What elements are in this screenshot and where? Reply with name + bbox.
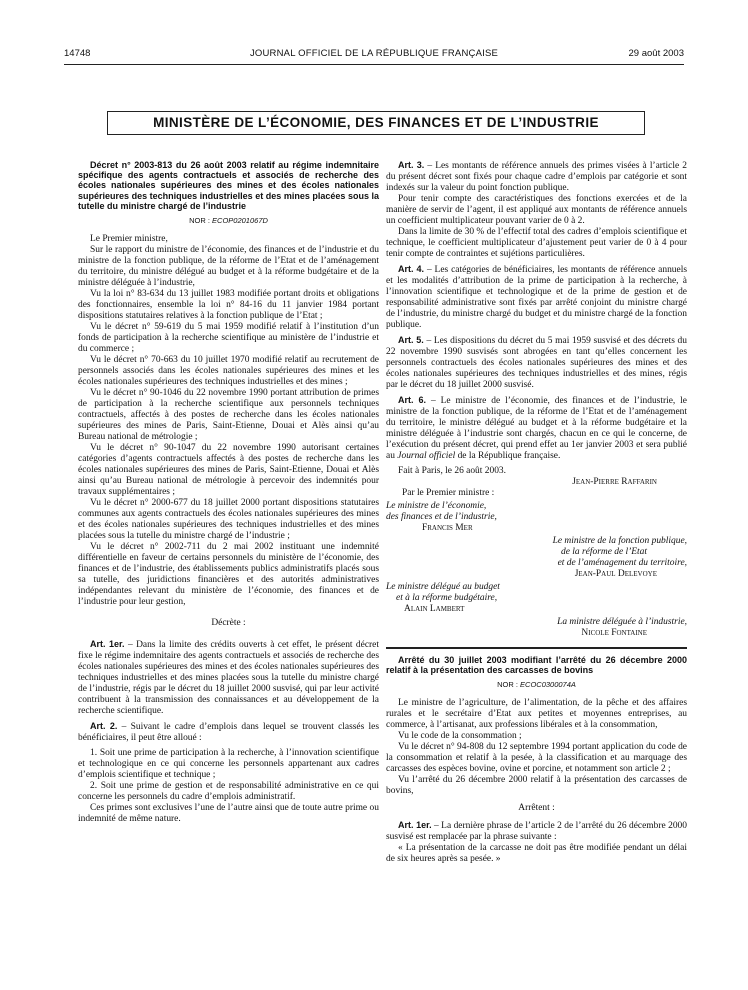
decree-art-6: Art. 6. – Le ministre de l’économie, des finances et de l’industrie, le ministre de la fonction publique, de la réforme de l’Etat et de l’aménagement du territoire, le ministre délégué au budget et à la réforme budgétaire et la ministre déléguée à l’industrie sont chargés, chacun en ce qui le concerne, de l’exécution du présent décret, qui prend effet au 1er janvier 2003 et sera publié au Journal officiel de la République française. <box>386 395 687 461</box>
visa-8: Vu le décret n° 2000-677 du 18 juillet 2000 portant dispositions statutaires communes aux agents contractuels des écoles nationales supérieures des mines et des écoles nationales supérieures des techniques industrielles et des mines placées sous la tutelle du ministre chargé de l’industrie ; <box>78 498 379 542</box>
minister-4-title: La ministre déléguée à l’industrie, <box>557 617 687 627</box>
decree-title: Décret n° 2003-813 du 26 août 2003 relatif au régime indemnitaire spécifique des agents contractuels et associés de recherche des écoles nationales supérieures des mines et des écoles nationales supérieures des techniques industrielles et des mines placées sous la tutelle du ministre chargé de l’industrie <box>78 160 379 211</box>
decree-nor: NOR : ECOP0201067D <box>189 216 268 226</box>
left-column <box>78 160 379 825</box>
decree-art-3-para-3: Dans la limite de 30 % de l’effectif total des cadres d’emplois scientifique et technique, le coefficient multiplicateur d’ajustement peut varier de 0 à 4 pour tenir compte de contraintes et sujétions particulières. <box>386 227 687 259</box>
decrete: Décrète : <box>211 618 246 629</box>
ministry-heading: MINISTÈRE DE L’ÉCONOMIE, DES FINANCES ET DE L’INDUSTRIE <box>107 111 645 135</box>
minister-4-name: Nicole Fontaine <box>581 628 647 638</box>
minister-3-title-1: Le ministre délégué au budget <box>386 582 500 592</box>
arretent: Arrêtent : <box>518 803 555 814</box>
decree-art-2: Art. 2. – Suivant le cadre d’emplois dans lequel se trouvent classés les bénéficiaires, il peut être alloué : <box>78 721 380 744</box>
arrete-quote: « La présentation de la carcasse ne doit pas être modifiée pendant un délai de six heures après sa pesée. » <box>386 843 687 865</box>
right-column <box>386 160 687 865</box>
section-separator <box>386 647 687 649</box>
pm-signature: Jean-Pierre Raffarin <box>572 477 657 487</box>
visa-4: Vu le décret n° 59-619 du 5 mai 1959 modifié relatif à l’institution d’un fonds de participation à la recherche scientifique au ministère de l’industrie et du commerce ; <box>78 322 379 355</box>
visa-9: Vu le décret n° 2002-711 du 2 mai 2002 instituant une indemnité différentielle en faveur de certains personnels du ministère de l’économie, des finances et de l’industrie, des établissements publics administratifs placés sous sa tutelle, des juridictions financières et des autorités administratives indépendantes relevant du ministère de l’économie, des finances et de l’industrie pour leur gestion, <box>78 542 379 608</box>
visa-2: Sur le rapport du ministre de l’économie, des finances et de l’industrie et du ministre de la fonction publique, de la réforme de l’Etat et de l’aménagement du territoire, du ministre délégué au budget et à la réforme budgétaire et de la ministre déléguée à l’industrie, <box>78 245 379 289</box>
page-number: 14748 <box>64 48 91 59</box>
arrete-para-4: Vu l’arrêté du 26 décembre 2000 relatif à la présentation des carcasses de bovins, <box>386 775 687 797</box>
issue-date: 29 août 2003 <box>628 48 684 59</box>
minister-2-title-1: Le ministre de la fonction publique, <box>552 536 687 546</box>
par-premier-ministre: Par le Premier ministre : <box>402 488 495 498</box>
page-header <box>64 48 684 62</box>
arrete-para-2: Vu le code de la consommation ; <box>398 731 522 742</box>
arrete-title: Arrêté du 30 juillet 2003 modifiant l’arrêté du 26 décembre 2000 relatif à la présentation des carcasses de bovins <box>386 655 687 676</box>
visa-7: Vu le décret n° 90-1047 du 22 novembre 1990 autorisant certaines catégories d’agents contractuels affectés à des postes de recherche dans les écoles nationales supérieures des mines de Paris, Saint-Etienne, Douai et Alès ainsi qu’au Bureau national de métrologie à percevoir des indemnités pour travaux supplémentaires ; <box>78 443 379 498</box>
visa-5: Vu le décret n° 70-663 du 10 juillet 1970 modifié relatif au recrutement de personnels associés dans les écoles nationales supérieures des mines et les écoles nationales supérieures des techniques industrielles et des mines ; <box>78 355 379 388</box>
arrete-art-1: Art. 1er. – La dernière phrase de l’article 2 de l’arrêté du 26 décembre 2000 susvisé est remplacée par la phrase suivante : <box>386 820 687 843</box>
minister-2-title-3: et de l’aménagement du territoire, <box>557 558 687 568</box>
decree-art-3-para-2: Pour tenir compte des caractéristiques des fonctions exercées et de la manière de servir de l’agent, il est appliqué aux montants de référence annuels un coefficient multiplicateur pouvant varier de 0 à 2. <box>386 194 687 226</box>
decree-art-1: Art. 1er. – Dans la limite des crédits ouverts à cet effet, le présent décret fixe le régime indemnitaire des agents contractuels et associés de recherche des écoles nationales supérieures des mines et des écoles nationales supérieures des techniques industrielles et des mines placées sous la tutelle du ministre chargé de l’industrie, régis par le décret du 18 juillet 2000 susvisé, qui par leur activité contribuent à la transmission des connaissances et au développement de la recherche scientifique. <box>78 639 379 717</box>
minister-1-title-1: Le ministre de l’économie, <box>386 501 487 511</box>
arrete-nor: NOR : ECOC0300074A <box>497 680 576 690</box>
header-rule <box>64 64 684 65</box>
minister-2-title-2: de la réforme de l’Etat <box>561 547 647 557</box>
arrete-para-3: Vu le décret n° 94-808 du 12 septembre 1994 portant application du code de la consommation et relatif à la pesée, à la classification et au marquage des carcasses des espèces bovine, ovine et porcine, et notamment son article 2 ; <box>386 742 687 775</box>
minister-3-name: Alain Lambert <box>404 604 465 614</box>
minister-1-name: Francis Mer <box>422 523 473 533</box>
visa-1: Le Premier ministre, <box>90 234 168 245</box>
visa-6: Vu le décret n° 90-1046 du 22 novembre 1990 portant attribution de primes de participation à la recherche scientifique aux personnels techniques contractuels, affectés à des postes de recherche dans les écoles nationales supérieures des mines de Paris, Saint-Etienne, Douai et Alès ainsi qu’au Bureau national de métrologie ; <box>78 388 379 443</box>
signed-at: Fait à Paris, le 26 août 2003. <box>398 466 506 476</box>
decree-art-2-note: Ces primes sont exclusives l’une de l’autre ainsi que de toute autre prime ou indemnité de même nature. <box>78 803 379 825</box>
decree-art-4: Art. 4. – Les catégories de bénéficiaires, les montants de référence annuels et les modalités d’attribution de la prime de participation à la recherche, à l’innovation scientifique et technologique et de la prime de gestion et de responsabilité administrative sont fixés par arrêté conjoint du ministre chargé de l’industrie, du ministre chargé du budget et du ministre chargé de la fonction publique. <box>386 264 687 330</box>
decree-art-3: Art. 3. – Les montants de référence annuels des primes visées à l’article 2 du présent décret sont fixés pour chaque cadre d’emplois par catégorie et sont indexés sur la valeur du point fonction publique. <box>386 160 687 193</box>
decree-art-2-item-2: 2. Soit une prime de gestion et de responsabilité administrative en ce qui concerne les personnels du cadre d’emplois administratif. <box>78 781 379 803</box>
journal-title: JOURNAL OFFICIEL DE LA RÉPUBLIQUE FRANÇAISE <box>249 48 499 59</box>
minister-1-title-2: des finances et de l’industrie, <box>386 512 497 522</box>
arrete-para-1: Le ministre de l’agriculture, de l’alimentation, de la pêche et des affaires rurales et le secrétaire d’Etat aux petites et moyennes entreprises, au commerce, à l’artisanat, aux professions libérales et à la consommation, <box>386 698 687 731</box>
minister-2-name: Jean-Paul Delevoye <box>574 569 657 579</box>
decree-art-5: Art. 5. – Les dispositions du décret du 5 mai 1959 susvisé et des décrets du 22 novembre 1990 susvisés sont abrogées en tant qu’elles concernent les personnels contractuels des écoles nationales supérieures des mines et des écoles nationales supérieures des techniques industrielles et des mines, régis par le décret du 18 juillet 2000 susvisé. <box>386 335 687 390</box>
visa-3: Vu la loi n° 83-634 du 13 juillet 1983 modifiée portant droits et obligations des fonctionnaires, ensemble la loi n° 84-16 du 11 janvier 1984 portant dispositions statutaires relatives à la fonction publique de l’Etat ; <box>78 289 379 322</box>
decree-art-2-item-1: 1. Soit une prime de participation à la recherche, à l’innovation scientifique et technologique en ce qui concerne les personnels appartenant aux cadres d’emplois scientifique et technique ; <box>78 748 379 781</box>
minister-3-title-2: et à la réforme budgétaire, <box>396 593 498 603</box>
